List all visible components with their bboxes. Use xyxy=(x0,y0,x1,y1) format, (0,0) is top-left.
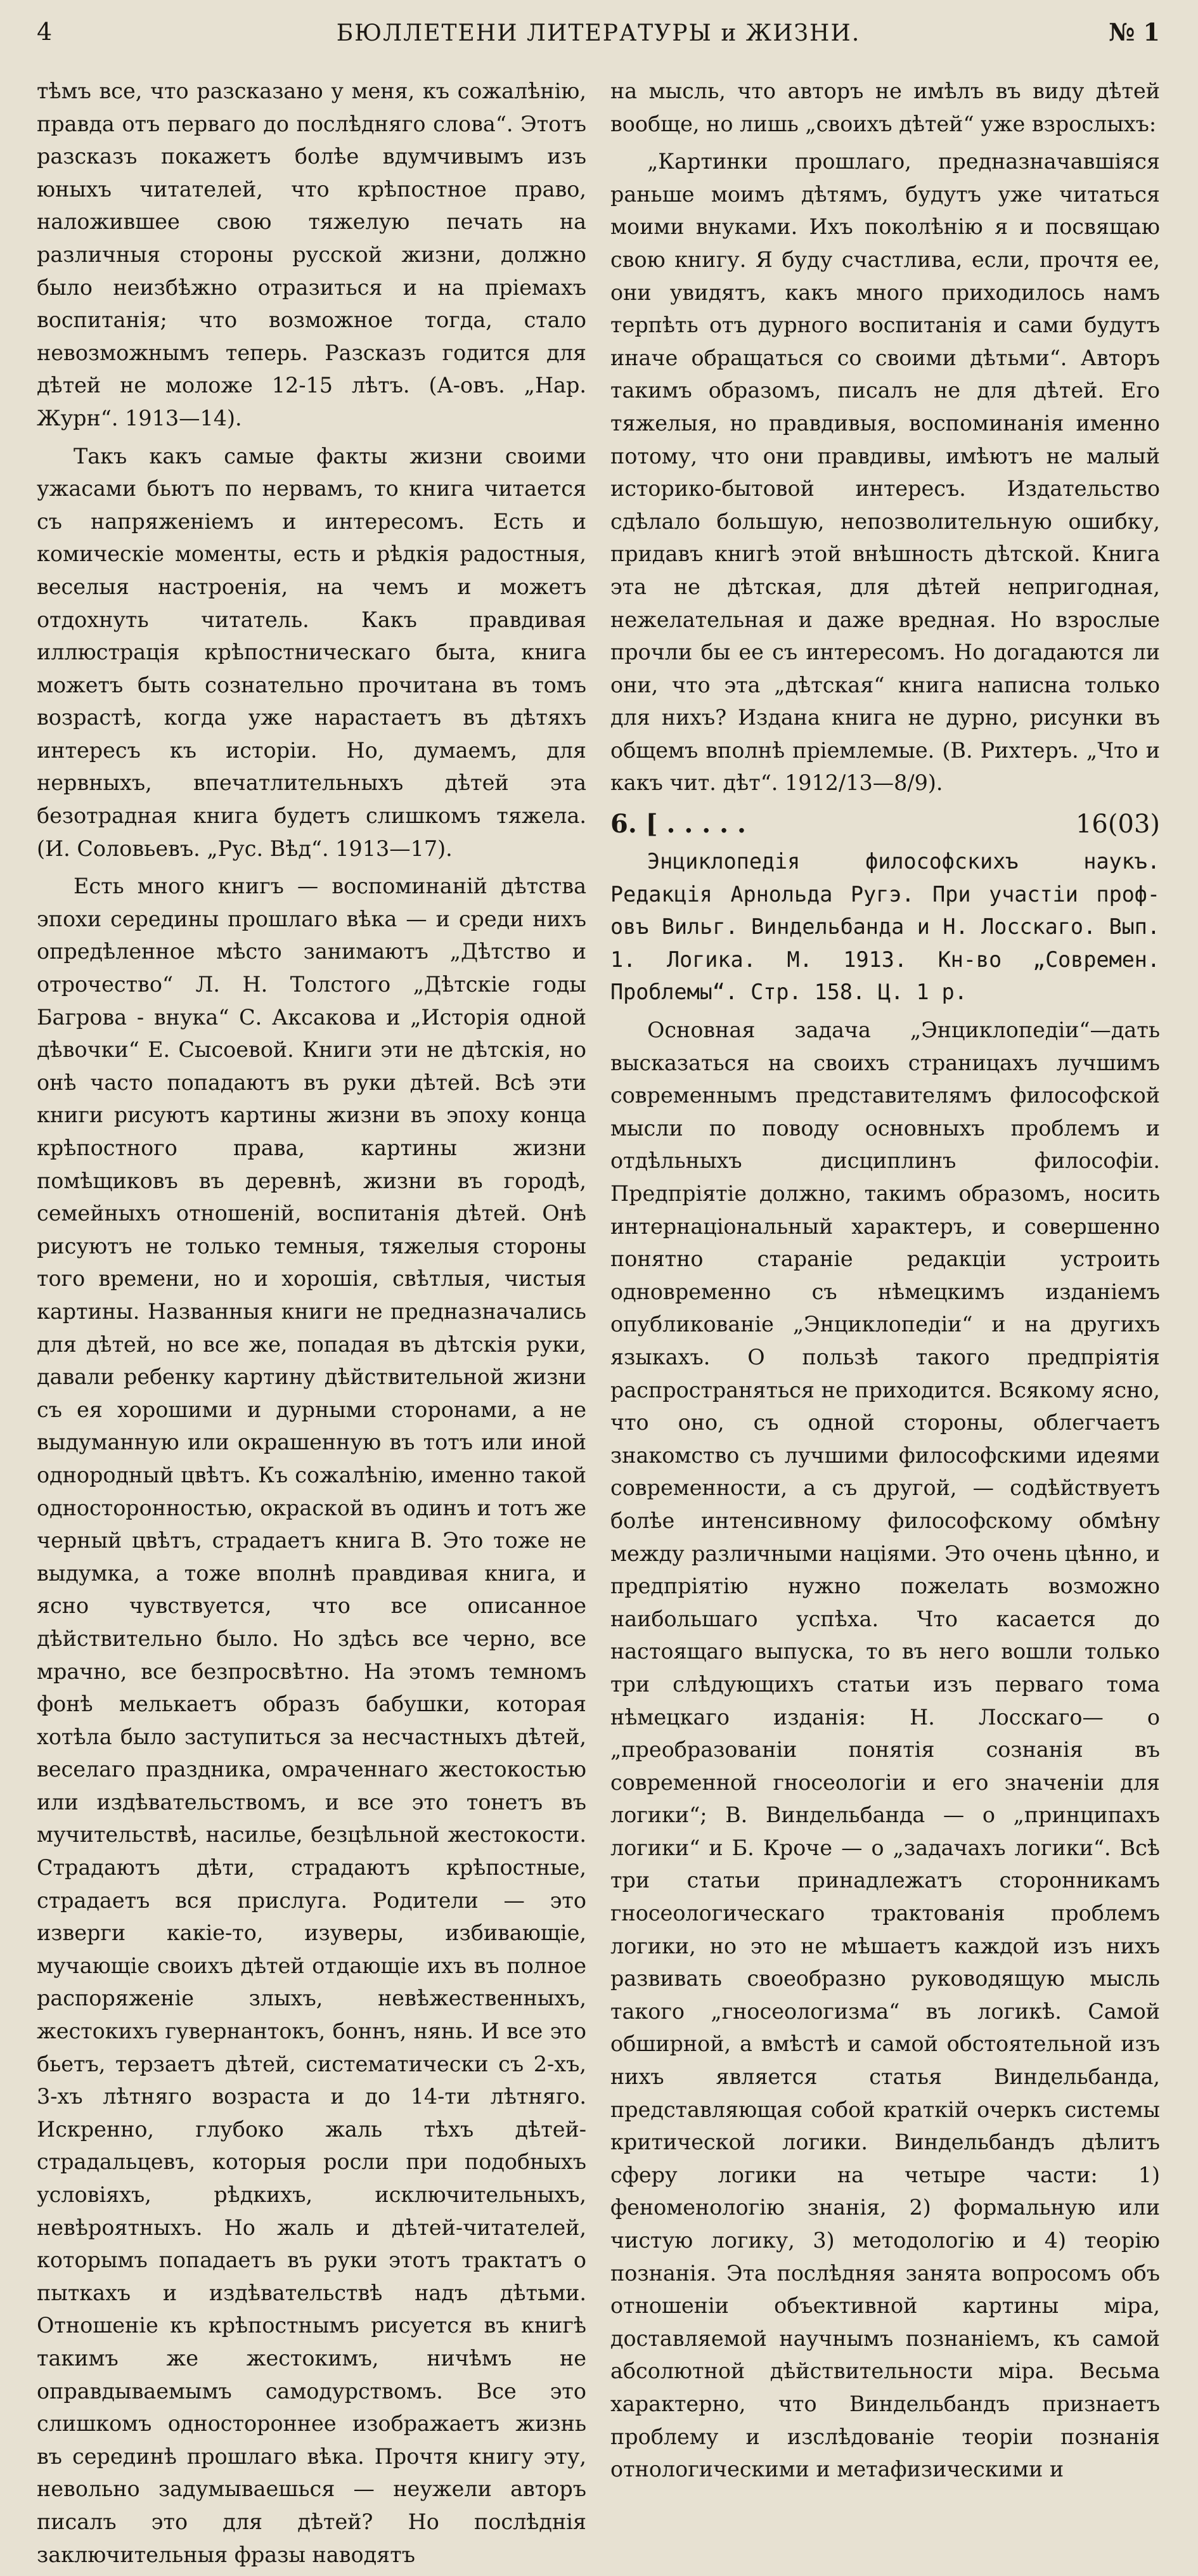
paragraph: Есть много книгъ — воспоминаній дѣтства эпохи середины прошлаго вѣка — и среди нихъ опредѣленное мѣсто занимаютъ „Дѣтство и отрочество“ Л. Н. Толстого „Дѣтскіе годы Багрова - внука“ С. Аксакова и „Исторія одной дѣвочки“ Е. Сысоевой. Книги эти не дѣтскія, но онѣ часто попадаютъ въ руки дѣтей. Всѣ эти книги рисуютъ картины жизни въ эпоху конца крѣпостного права, картины жизни помѣщиковъ въ деревнѣ, жизни въ городѣ, семейныхъ отношеній, воспитанія дѣтей. Онѣ рисуютъ не только темныя, тяжелыя стороны того времени, но и хорошія, свѣтлыя, чистыя картины. Названныя книги не предназначались для дѣтей, но все же, попадая въ дѣтскія руки, давали ребенку картину дѣйствительной жизни съ ея хорошими и дурными сторонами, а не выдуманную или окрашенную въ тотъ или иной однородный цвѣтъ. Къ сожалѣнію, именно такой односторонностью, окраской въ одинъ и тотъ же черный цвѣтъ, страдаетъ книга В. Это тоже не выдумка, а тоже вполнѣ правдивая книга, и ясно чувствуется, что все описанное дѣйствительно было. Но здѣсь все черно, все мрачно, все безпросвѣтно. На этомъ темномъ фонѣ мелькаетъ образъ бабушки, которая хотѣла было заступиться за несчастныхъ дѣтей, веселаго праздника, омраченнаго жестокостью или издѣвательствомъ, и все это тонетъ въ мучительствѣ, насилье, безцѣльной жестокости. Страдаютъ дѣти, страдаютъ крѣпостные, страдаетъ вся прислуга. Родители — это изверги какіе-то, изуверы, избивающіе, мучающіе своихъ дѣтей отдающіе ихъ въ полное распоряженіе злыхъ, невѣжественныхъ, жестокихъ гувернантокъ, боннъ, нянь. И все это бьетъ, терзаетъ дѣтей, систематически съ 2-хъ, 3-хъ лѣтняго возраста и до 14-ти лѣтняго. Искренно, глубоко жаль тѣхъ дѣтей-страдальцевъ, которыя росли при подобныхъ условіяхъ, рѣдкихъ, исключительныхъ, невѣроятныхъ. Но жаль и дѣтей-читателей, которымъ попадаетъ въ руки этотъ трактатъ о пыткахъ и издѣвательствѣ надъ дѣтьми. Отношеніе къ крѣпостнымъ рисуется въ книгѣ такимъ же жестокимъ, ничѣмъ не оправдываемымъ самодурствомъ. Все это слишкомъ одностороннее изображаетъ жизнь въ серединѣ прошлаго вѣка. Прочтя книгу эту, невольно задумываешься — неужели авторъ писалъ это для дѣтей? Но послѣднія заключительныя фразы наводятъ xyxy=(37,874,586,2567)
issue-number: № 1 xyxy=(1109,18,1160,46)
entry-heading xyxy=(610,807,1160,841)
bibliographic-citation: Энциклопедія философскихъ наукъ. Редакція Арнольда Ругэ. При участіи проф-овъ Вильг. Виндельбанда и Н. Лосскаго. Вып. 1. Логика. М. 1913. Кн-во „Современ. Проблемы“. Стр. 158. Ц. 1 р. xyxy=(610,849,1160,1005)
entry-number: 6. [ . . . . . xyxy=(610,809,746,839)
page-number: 4 xyxy=(37,18,53,46)
left-column xyxy=(37,75,586,2576)
paragraph: Основная задача „Энциклопедіи“—дать высказаться на своихъ страницахъ лучшимъ современнымъ представителямъ философской мысли по поводу основныхъ проблемъ и отдѣльныхъ дисциплинъ философіи. Предпріятіе должно, такимъ образомъ, носить интернаціональный характеръ, и совершенно понятно стараніе редакціи устроить одновременно съ нѣмецкимъ изданіемъ опубликованіе „Энциклопедіи“ и на другихъ языкахъ. О пользѣ такого предпріятія распространяться не приходится. Всякому ясно, что оно, съ одной стороны, облегчаетъ знакомство съ лучшими философскими идеями современности, а съ другой, — содѣйствуетъ болѣе интенсивному философскому обмѣну между различными націями. Это очень цѣнно, и предпріятію нужно пожелать возможно наибольшаго успѣха. Что касается до настоящаго выпуска, то въ него вошли только три слѣдующихъ статьи изъ перваго тома нѣмецкаго изданія: Н. Лосскаго— о „преобразованіи понятія сознанія въ современной гносеологіи и его значеніи для логики“; В. Виндельбанда — о „принципахъ логики“ и Б. Кроче — о „задачахъ логики“. Всѣ три статьи принадлежатъ сторонникамъ гносеологическаго трактованія проблемъ логики, но это не мѣшаетъ каждой изъ нихъ развивать своеобразно руководящую мысль такого „гносеологизма“ въ логикѣ. Самой обширной, а вмѣстѣ и самой обстоятельной изъ нихъ является статья Виндельбанда, представляющая собой краткій очеркъ системы критической логики. Виндельбандъ дѣлитъ сферу логики на четыре части: 1) феноменологію знанія, 2) формальную или чистую логику, 3) методологію и 4) теорію познанія. Эта послѣдняя занята вопросомъ объ отношеніи объективной картины міра, доставляемой научнымъ познаніемъ, къ самой абсолютной дѣйствительности міра. Весьма характерно, что Виндельбандъ признаетъ проблему и изслѣдованіе теоріи познанія отнологическими и метафизическими и xyxy=(610,1018,1160,2482)
right-column xyxy=(610,75,1160,2576)
page-header xyxy=(37,13,1160,57)
paragraph: на мысль, что авторъ не имѣлъ въ виду дѣтей вообще, но лишь „своихъ дѣтей“ уже взрослыхъ: xyxy=(610,79,1160,136)
paragraph: „Картинки прошлаго, предназначавшіяся раньше моимъ дѣтямъ, будутъ уже читаться моими внуками. Ихъ поколѣнію я и посвящаю свою книгу. Я буду счастлива, если, прочтя ее, они увидятъ, какъ много приходилось намъ терпѣть отъ дурного воспитанія и сами будутъ иначе обращаться со своими дѣтьми“. Авторъ такимъ образомъ, писалъ не для дѣтей. Его тяжелыя, но правдивыя, воспоминанія именно потому, что они правдивы, имѣютъ не малый историко-бытовой интересъ. Издательство сдѣлало большую, непозволительную ошибку, придавъ книгѣ этой внѣшность дѣтской. Книга эта не дѣтская, для дѣтей непригодная, нежелательная и даже вредная. Но взрослые прочли бы ее съ интересомъ. Но догадаются ли они, что эта „дѣтская“ книга написна только для нихъ? Издана книга не дурно, рисунки въ общемъ вполнѣ пріемлемые. (В. Рихтеръ. „Что и какъ чит. дѣт“. 1912/13—8/9). xyxy=(610,149,1160,796)
paragraph: тѣмъ все, что разсказано у меня, къ сожалѣнію, правда отъ перваго до послѣдняго слова“. Этотъ разсказъ покажетъ болѣе вдумчивымъ изъ юныхъ читателей, что крѣпостное право, наложившее свою тяжелую печать на различныя стороны русской жизни, должно было неизбѣжно отразиться и на пріемахъ воспитанія; что возможное тогда, стало невозможнымъ теперь. Разсказъ годится для дѣтей не моложе 12-15 лѣтъ. (А-овъ. „Нар. Журн“. 1913—14). xyxy=(37,79,586,430)
paragraph: Такъ какъ самые факты жизни своими ужасами бьютъ по нервамъ, то книга читается съ напряженіемъ и интересомъ. Есть и комическіе моменты, есть и рѣдкія радостныя, веселыя настроенія, на чемъ и можетъ отдохнуть читатель. Какъ правдивая иллюстрація крѣпостническаго быта, книга можетъ быть сознательно прочитана въ томъ возрастѣ, когда уже нарастаетъ въ дѣтяхъ интересъ къ исторіи. Но, думаемъ, для нервныхъ, впечатлительныхъ дѣтей эта безотрадная книга будетъ слишкомъ тяжела. (И. Соловьевъ. „Рус. Вѣд“. 1913—17). xyxy=(37,443,586,861)
entry-classification-code: 16(03) xyxy=(1075,810,1160,839)
text-columns xyxy=(37,75,1160,2576)
publication-title: БЮЛЛЕТЕНИ ЛИТЕРАТУРЫ и ЖИЗНИ. xyxy=(336,20,861,46)
